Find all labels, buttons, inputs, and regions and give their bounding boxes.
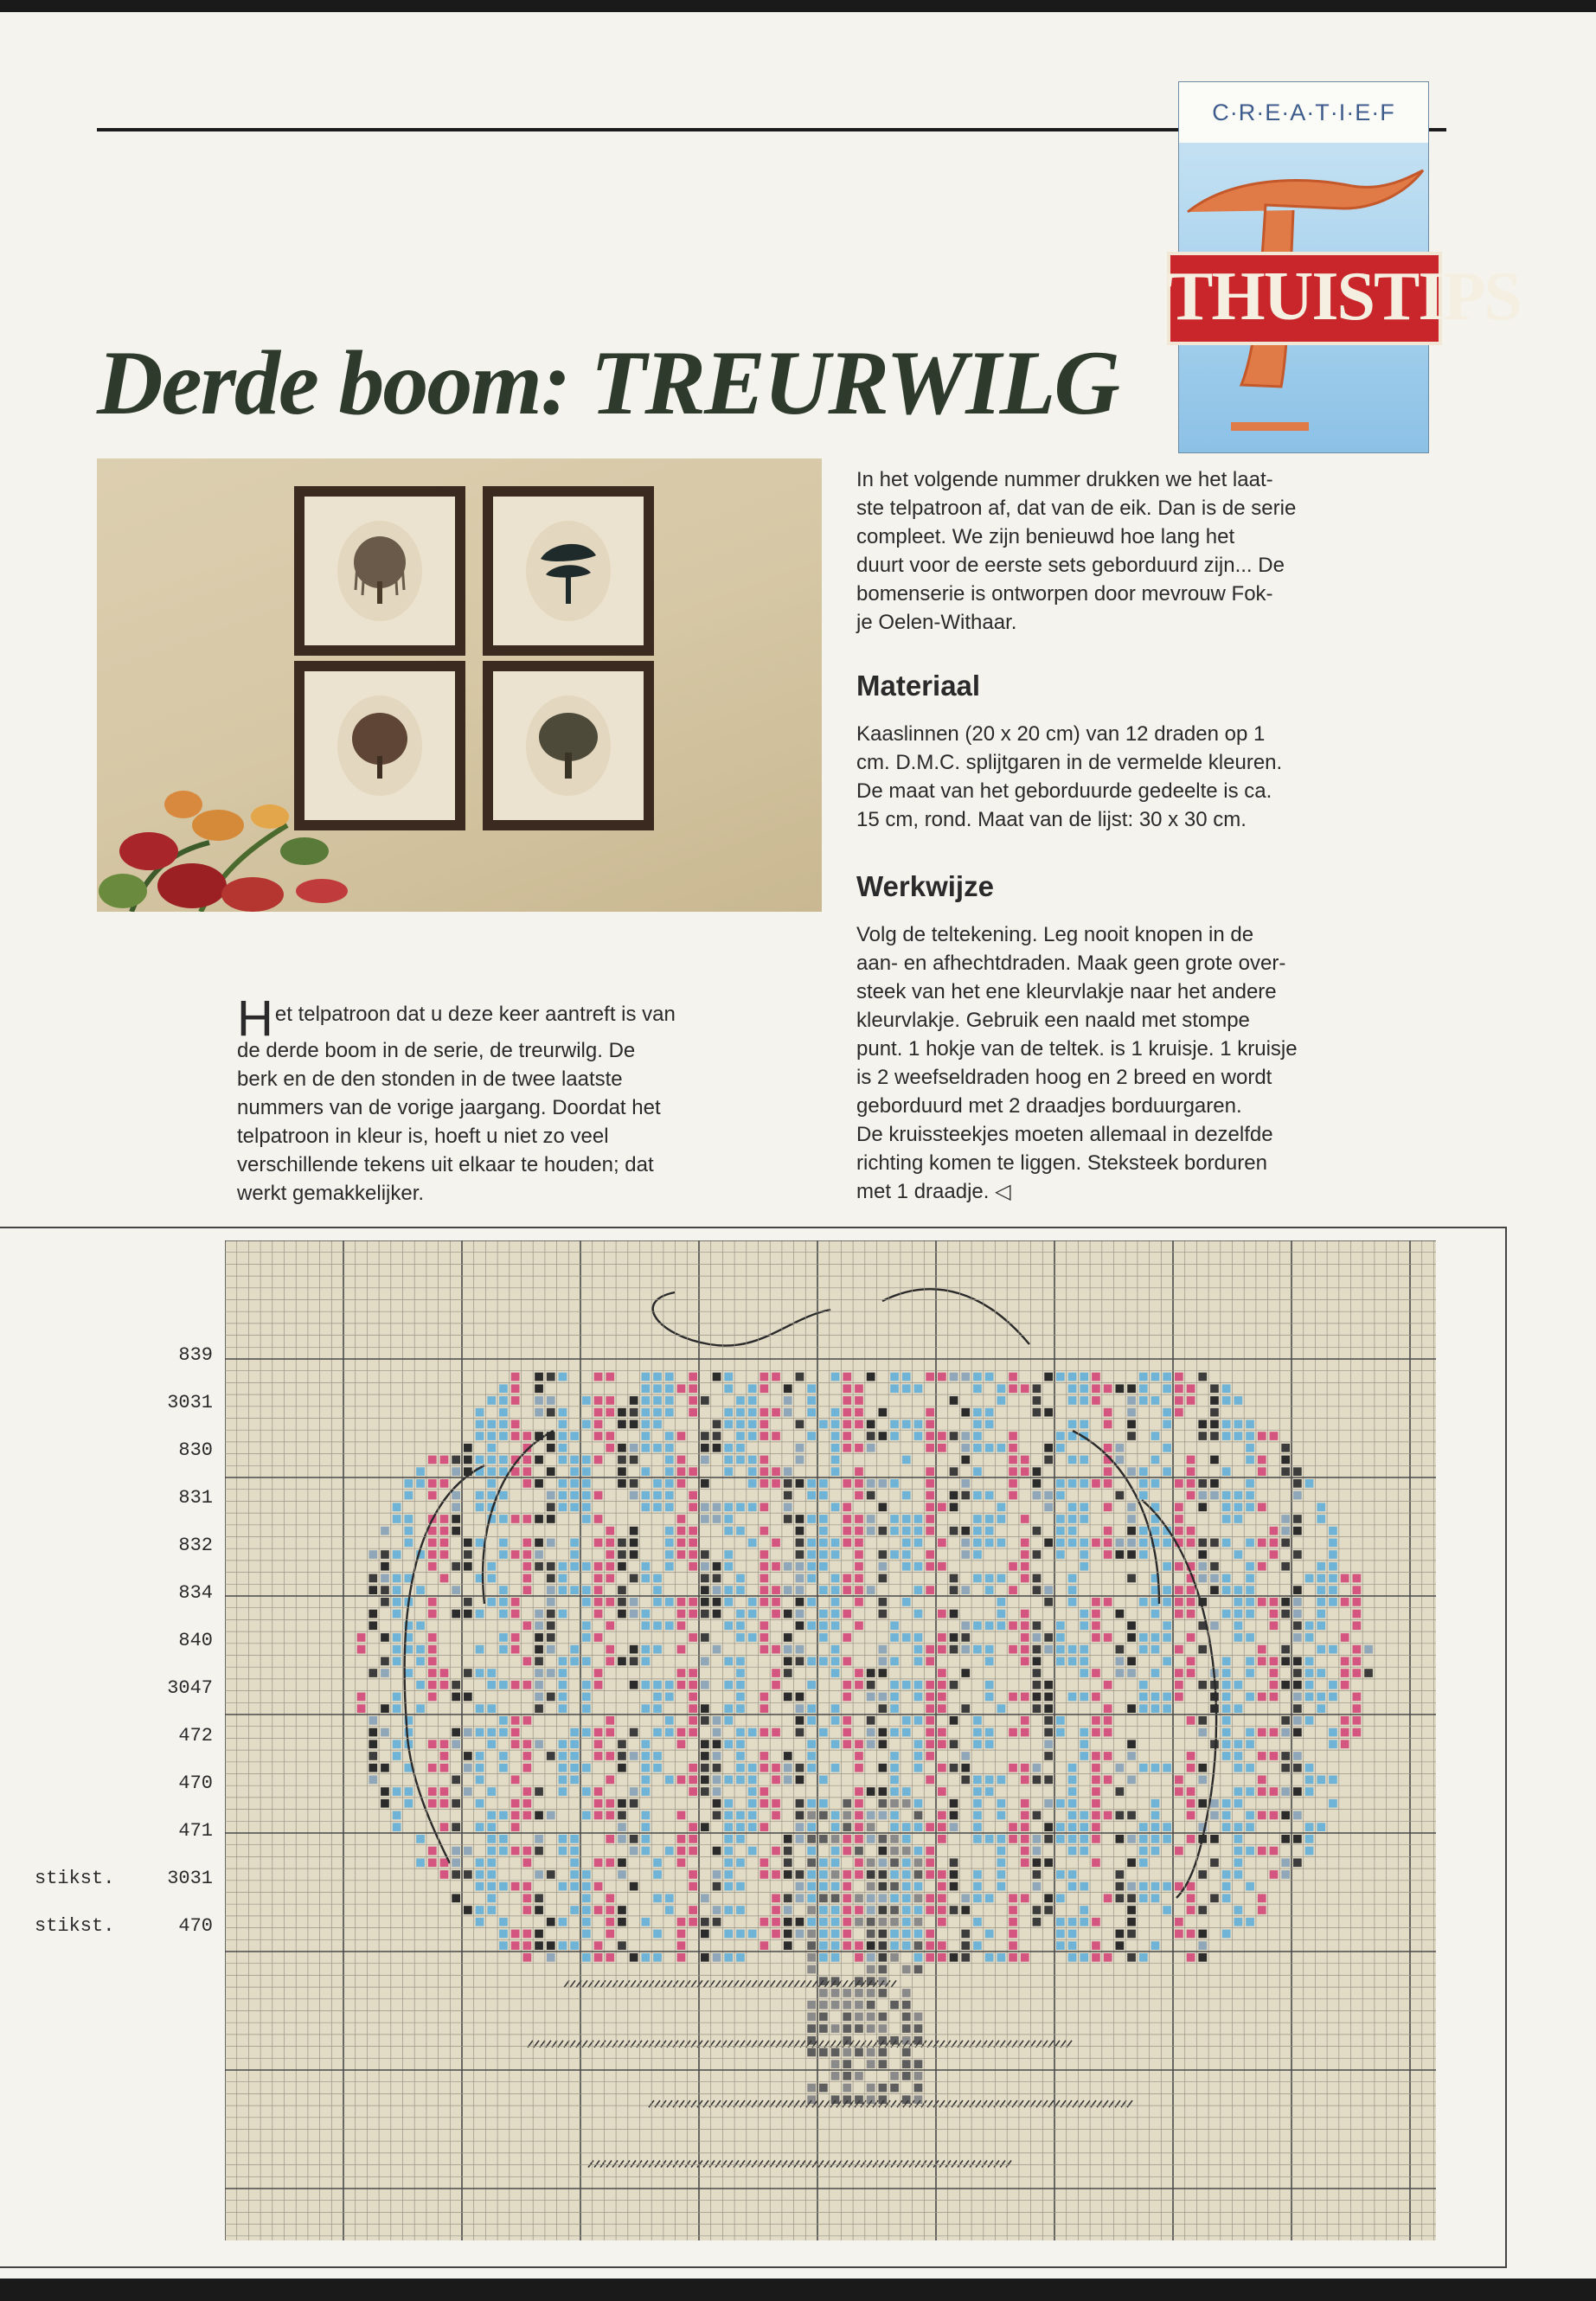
text-line: aan- en afhechtdraden. Maak geen grote over- [856,952,1286,975]
text-line: nummers van de vorige jaargang. Doordat het [237,1096,661,1119]
legend-code: 471 [178,1820,213,1842]
text-line: de derde boom in de serie, de treurwilg. De [237,1039,636,1062]
text-line: Kaaslinnen (20 x 20 cm) van 12 draden op 1 [856,722,1266,746]
text-line: 15 cm, rond. Maat van de lijst: 30 x 30 cm. [856,808,1247,831]
text-line: Volg de teltekening. Leg nooit knopen in de [856,923,1254,946]
text-line: verschillende tekens uit elkaar te houden; dat [237,1153,654,1176]
legend-code: 834 [178,1582,213,1604]
text-line: richting komen te liggen. Steksteek borduren [856,1151,1267,1175]
logo-word: THUISTIPS [1167,252,1442,345]
legend-code: 839 [178,1344,213,1366]
legend-code: 3047 [167,1677,213,1699]
frame-pine [483,486,654,656]
legend-prefix: stikst. [35,1915,115,1937]
legend-code: 832 [178,1535,213,1556]
legend-code: 831 [178,1487,213,1509]
frame-willow [294,486,465,656]
creatief-thuistips-logo [1167,81,1521,453]
text-line: steek van het ene kleurvlakje naar het andere [856,980,1277,1003]
text-line: duurt voor de eerste sets geborduurd zijn... De [856,554,1285,577]
pattern-grid [225,1240,1436,2240]
text-line: berk en de den stonden in de twee laatste [237,1067,623,1091]
framed-trees-photo [97,458,822,912]
text-line: geborduurd met 2 draadjes borduurgaren. [856,1094,1242,1118]
text-line: compleet. We zijn benieuwd hoe lang het [856,525,1235,548]
text-line: is 2 weefseldraden hoog en 2 breed en wordt [856,1066,1272,1089]
text-line: met 1 draadje. ◁ [856,1180,1011,1203]
text-line: cm. D.M.C. splijtgaren in de vermelde kleuren. [856,751,1283,774]
text-line: De kruissteekjes moeten allemaal in dezelfde [856,1123,1273,1146]
text-line: je Oelen-Withaar. [856,611,1017,634]
page-title: Derde boom: TREURWILG [97,332,1118,433]
legend-prefix: stikst. [35,1868,115,1889]
oak-tree-icon [534,704,603,787]
legend-code: 470 [178,1772,213,1794]
legend-code: 3031 [167,1392,213,1413]
materiaal-text [856,720,1410,834]
legend-code: 470 [178,1915,213,1937]
werkwijze-text [856,920,1419,1206]
intro-right-text [856,465,1410,637]
legend-code: 3031 [167,1868,213,1889]
text-line: In het volgende nummer drukken we het laat- [856,468,1273,491]
pine-tree-icon [534,529,603,612]
werkwijze-heading: Werkwijze [856,870,994,902]
text-line: punt. 1 hokje van de teltek. is 1 kruisje. 1 kruisje [856,1037,1298,1061]
text-line: bomenserie is ontworpen door mevrouw Fok- [856,582,1273,606]
legend-code: 840 [178,1630,213,1651]
cross-stitch-pattern [0,1227,1507,2268]
materiaal-heading: Materiaal [856,670,981,702]
flower-bouquet [97,721,374,912]
legend-code: 830 [178,1439,213,1461]
text-line: werkt gemakkelijker. [237,1182,425,1205]
drop-cap: H [237,990,273,1047]
text-line: De maat van het geborduurde gedeelte is ca. [856,779,1272,803]
legend-code: 472 [178,1725,213,1747]
frame-oak [483,661,654,830]
text-line: kleurvlakje. Gebruik een naald met stompe [856,1009,1250,1032]
intro-left-text [237,990,808,1208]
magazine-page [0,12,1596,2279]
willow-tree-icon [345,529,414,612]
text-line: ste telpatroon af, dat van de eik. Dan is de serie [856,497,1297,520]
logo-top-text: C·R·E·A·T·I·E·F [1179,82,1428,143]
text-line: et telpatroon dat u deze keer aantreft is van [274,1003,676,1026]
text-line: telpatroon in kleur is, hoeft u niet zo veel [237,1125,609,1148]
